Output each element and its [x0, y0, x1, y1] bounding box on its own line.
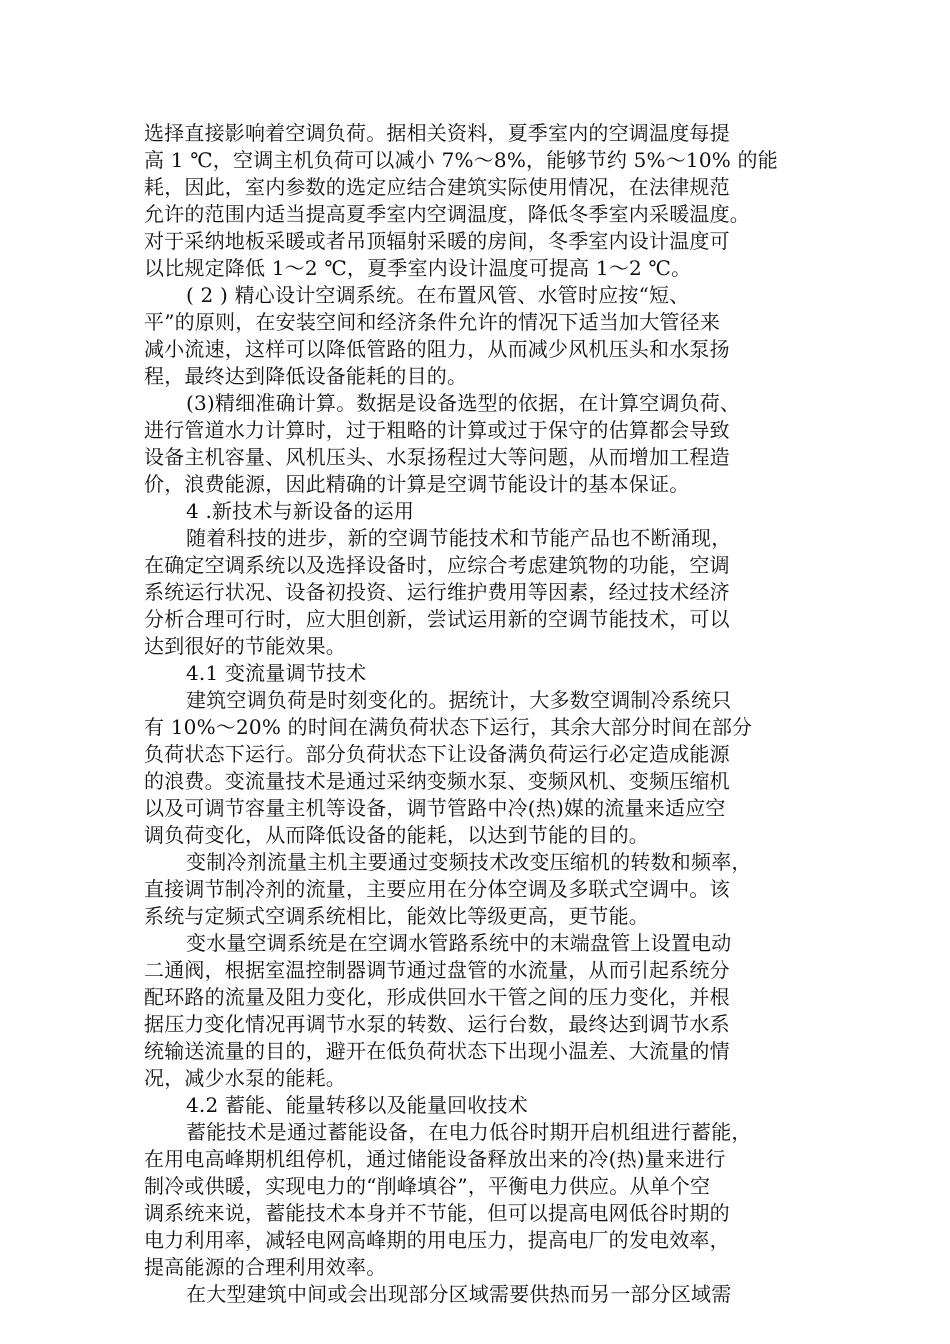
text-line: 程，最终达到降低设备能耗的目的。: [144, 364, 468, 388]
text-line: 选择直接影响着空调负荷。据相关资料，夏季室内的空调温度每提: [144, 121, 730, 145]
text-line: 分析合理可行时，应大胆创新，尝试运用新的空调节能技术，可以: [144, 607, 730, 631]
text-line: 制冷或供暖，实现电力的“削峰填谷”，平衡电力供应。从单个空: [144, 1174, 711, 1198]
text-line: 的浪费。变流量技术是通过采纳变频水泵、变频风机、变频压缩机: [144, 769, 730, 793]
text-line: 统输送流量的目的，避开在低负荷状态下出现小温差、大流量的情: [144, 1039, 730, 1063]
text-line: 变水量空调系统是在空调水管路系统中的末端盘管上设置电动: [186, 931, 732, 955]
document-body: [144, 120, 806, 1308]
text-line: 进行管道水力计算时，过于粗略的计算或过于保守的估算都会导致: [144, 418, 730, 442]
text-line: 有 10%～20% 的时间在满负荷状态下运行，其余大部分时间在部分: [144, 715, 753, 739]
text-line: 据压力变化情况再调节水泵的转数、运行台数，最终达到调节水系: [144, 1012, 730, 1036]
text-line: 况，减少水泵的能耗。: [144, 1066, 346, 1090]
text-line: 配环路的流量及阻力变化，形成供回水干管之间的压力变化，并根: [144, 985, 730, 1009]
text-line: 在用电高峰期机组停机，通过储能设备释放出来的冷(热)量来进行: [144, 1147, 726, 1171]
text-line: 系统与定频式空调系统相比，能效比等级更高，更节能。: [144, 904, 649, 928]
text-line: 达到很好的节能效果。: [144, 634, 346, 658]
text-line: 4.2 蓄能、能量转移以及能量回收技术: [186, 1093, 528, 1117]
text-line: 以及可调节容量主机等设备，调节管路中冷(热)媒的流量来适应空: [144, 796, 726, 820]
text-line: 在确定空调系统以及选择设备时，应综合考虑建筑物的功能，空调: [144, 553, 730, 577]
text-line: 价，浪费能源，因此精确的计算是空调节能设计的基本保证。: [144, 472, 690, 496]
text-line: ( 2 ) 精心设计空调系统。在布置风管、水管时应按“短、: [186, 283, 690, 307]
text-line: 电力利用率，减轻电网高峰期的用电压力，提高电厂的发电效率，: [144, 1228, 730, 1252]
text-line: 调负荷变化，从而降低设备的能耗，以达到节能的目的。: [144, 823, 649, 847]
text-line: 平”的原则，在安装空间和经济条件允许的情况下适当加大管径来: [144, 310, 721, 334]
text-line: 4 .新技术与新设备的运用: [186, 499, 415, 523]
text-line: 二通阀，根据室温控制器调节通过盘管的水流量，从而引起系统分: [144, 958, 730, 982]
text-line: 负荷状态下运行。部分负荷状态下让设备满负荷运行必定造成能源: [144, 742, 730, 766]
text-line: 在大型建筑中间或会出现部分区域需要供热而另一部分区域需: [186, 1282, 732, 1306]
text-line: 高 1 ℃，空调主机负荷可以减小 7%～8%，能够节约 5%～10% 的能: [144, 148, 778, 172]
text-line: 蓄能技术是通过蓄能设备，在电力低谷时期开启机组进行蓄能，: [186, 1120, 752, 1144]
text-line: 设备主机容量、风机压头、水泵扬程过大等问题，从而增加工程造: [144, 445, 730, 469]
text-line: 减小流速，这样可以降低管路的阻力，从而减少风机压头和水泵扬: [144, 337, 730, 361]
text-line: 以比规定降低 1～2 ℃，夏季室内设计温度可提高 1～2 ℃。: [144, 256, 692, 280]
text-line: 直接调节制冷剂的流量，主要应用在分体空调及多联式空调中。该: [144, 877, 730, 901]
text-line: 对于采纳地板采暖或者吊顶辐射采暖的房间，冬季室内设计温度可: [144, 229, 730, 253]
text-line: 耗，因此，室内参数的选定应结合建筑实际使用情况，在法律规范: [144, 175, 730, 199]
text-line: 变制冷剂流量主机主要通过变频技术改变压缩机的转数和频率，: [186, 850, 752, 874]
text-line: (3)精细准确计算。数据是设备选型的依据，在计算空调负荷、: [186, 391, 741, 415]
text-line: 提高能源的合理利用效率。: [144, 1255, 387, 1279]
text-line: 调系统来说，蓄能技术本身并不节能，但可以提高电网低谷时期的: [144, 1201, 730, 1225]
text-line: 4.1 变流量调节技术: [186, 661, 367, 685]
text-line: 允许的范围内适当提高夏季室内空调温度，降低冬季室内采暖温度。: [144, 202, 750, 226]
text-line: 随着科技的进步，新的空调节能技术和节能产品也不断涌现，: [186, 526, 732, 550]
text-line: 建筑空调负荷是时刻变化的。据统计，大多数空调制冷系统只: [186, 688, 732, 712]
text-line: 系统运行状况、设备初投资、运行维护费用等因素，经过技术经济: [144, 580, 730, 604]
